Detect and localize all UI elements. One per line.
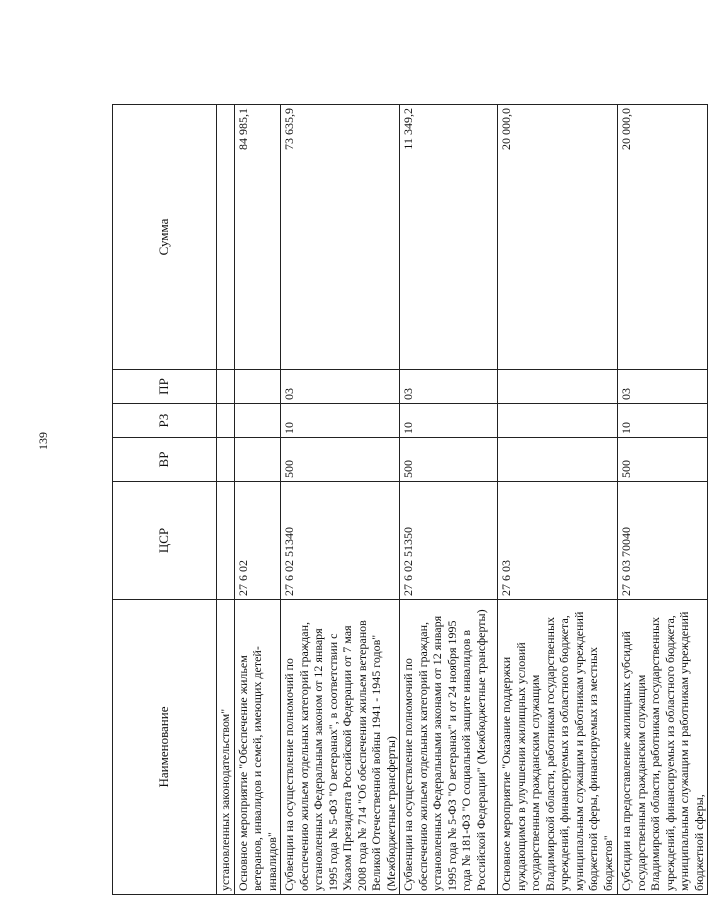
budget-table-rotated xyxy=(112,105,706,895)
page-number: 139 xyxy=(36,432,50,450)
table-row xyxy=(498,105,618,895)
cell-name: Основное мероприятие "Оказание поддержки нуждающимся в улучшении жилищных условий государственным гражданским служащим Владимирской области, работникам государственных учреждений, финансируемых из областного бюджета, муниципальным служащим и работникам учреждений бюджетной сферы, финансируемых из местных бюджетов" xyxy=(498,600,618,895)
cell-rz xyxy=(498,404,618,438)
header-vr: ВР xyxy=(113,438,217,482)
cell-sum xyxy=(217,105,235,370)
cell-name: установленных законодательством" xyxy=(217,600,235,895)
cell-rz: 10 xyxy=(618,404,708,438)
cell-csr: 27 6 03 70040 xyxy=(618,482,708,600)
cell-csr xyxy=(217,482,235,600)
cell-sum: 20 000,0 xyxy=(498,105,618,370)
header-sum: Сумма xyxy=(113,105,217,370)
cell-name: Субвенции на осуществление полномочий по обеспечению жильем отдельных категорий граждан, установленных Федеральными законами от 12 января 1995 года № 5-ФЗ "О ветеранах" и от 24 ноября 1995 года № 181-ФЗ "О социальной защите инвалидов в Российской Федерации" (Межбюджетные трансферты) xyxy=(400,600,498,895)
cell-rz xyxy=(234,404,281,438)
cell-pr xyxy=(217,370,235,404)
cell-vr: 500 xyxy=(618,438,708,482)
cell-sum: 11 349,2 xyxy=(400,105,498,370)
cell-pr: 03 xyxy=(400,370,498,404)
cell-csr: 27 6 02 xyxy=(234,482,281,600)
table-row xyxy=(400,105,498,895)
cell-rz: 10 xyxy=(281,404,400,438)
table-header-row xyxy=(113,105,217,895)
cell-name: Субвенции на осуществление полномочий по обеспечению жильем отдельных категорий граждан, установленных Федеральным законом от 12 января 1995 года № 5-ФЗ "О ветеранах", в соответствии с Указом Президента Российской Федерации от 7 мая 2008 года № 714 "Об обеспечении жильем ветеранов Великой Отечественной войны 1941 - 1945 годов" (Межбюджетные трансферты) xyxy=(281,600,400,895)
header-name: Наименование xyxy=(113,600,217,895)
table-row xyxy=(618,105,708,895)
cell-csr: 27 6 02 51350 xyxy=(400,482,498,600)
cell-sum: 20 000,0 xyxy=(618,105,708,370)
cell-pr xyxy=(234,370,281,404)
cell-name: Основное мероприятие "Обеспечение жильем ветеранов, инвалидов и семей, имеющих детей-инвалидов" xyxy=(234,600,281,895)
cell-sum: 73 635,9 xyxy=(281,105,400,370)
cell-pr: 03 xyxy=(281,370,400,404)
table-row xyxy=(234,105,281,895)
cell-vr xyxy=(217,438,235,482)
cell-csr: 27 6 02 51340 xyxy=(281,482,400,600)
cell-name: Субсидии на предоставление жилищных субсидий государственным гражданским служащим Владимирской области, работникам государственных учреждений, финансируемых из областного бюджета, муниципальным служащим и работникам учреждений бюджетной сферы, xyxy=(618,600,708,895)
cell-vr xyxy=(498,438,618,482)
table-row xyxy=(281,105,400,895)
cell-sum: 84 985,1 xyxy=(234,105,281,370)
header-pr: ПР xyxy=(113,370,217,404)
cell-rz xyxy=(217,404,235,438)
cell-rz: 10 xyxy=(400,404,498,438)
cell-vr: 500 xyxy=(400,438,498,482)
header-csr: ЦСР xyxy=(113,482,217,600)
cell-pr xyxy=(498,370,618,404)
cell-vr xyxy=(234,438,281,482)
header-rz: РЗ xyxy=(113,404,217,438)
cell-pr: 03 xyxy=(618,370,708,404)
cell-vr: 500 xyxy=(281,438,400,482)
cell-csr: 27 6 03 xyxy=(498,482,618,600)
table-row xyxy=(217,105,235,895)
budget-table xyxy=(112,104,708,895)
